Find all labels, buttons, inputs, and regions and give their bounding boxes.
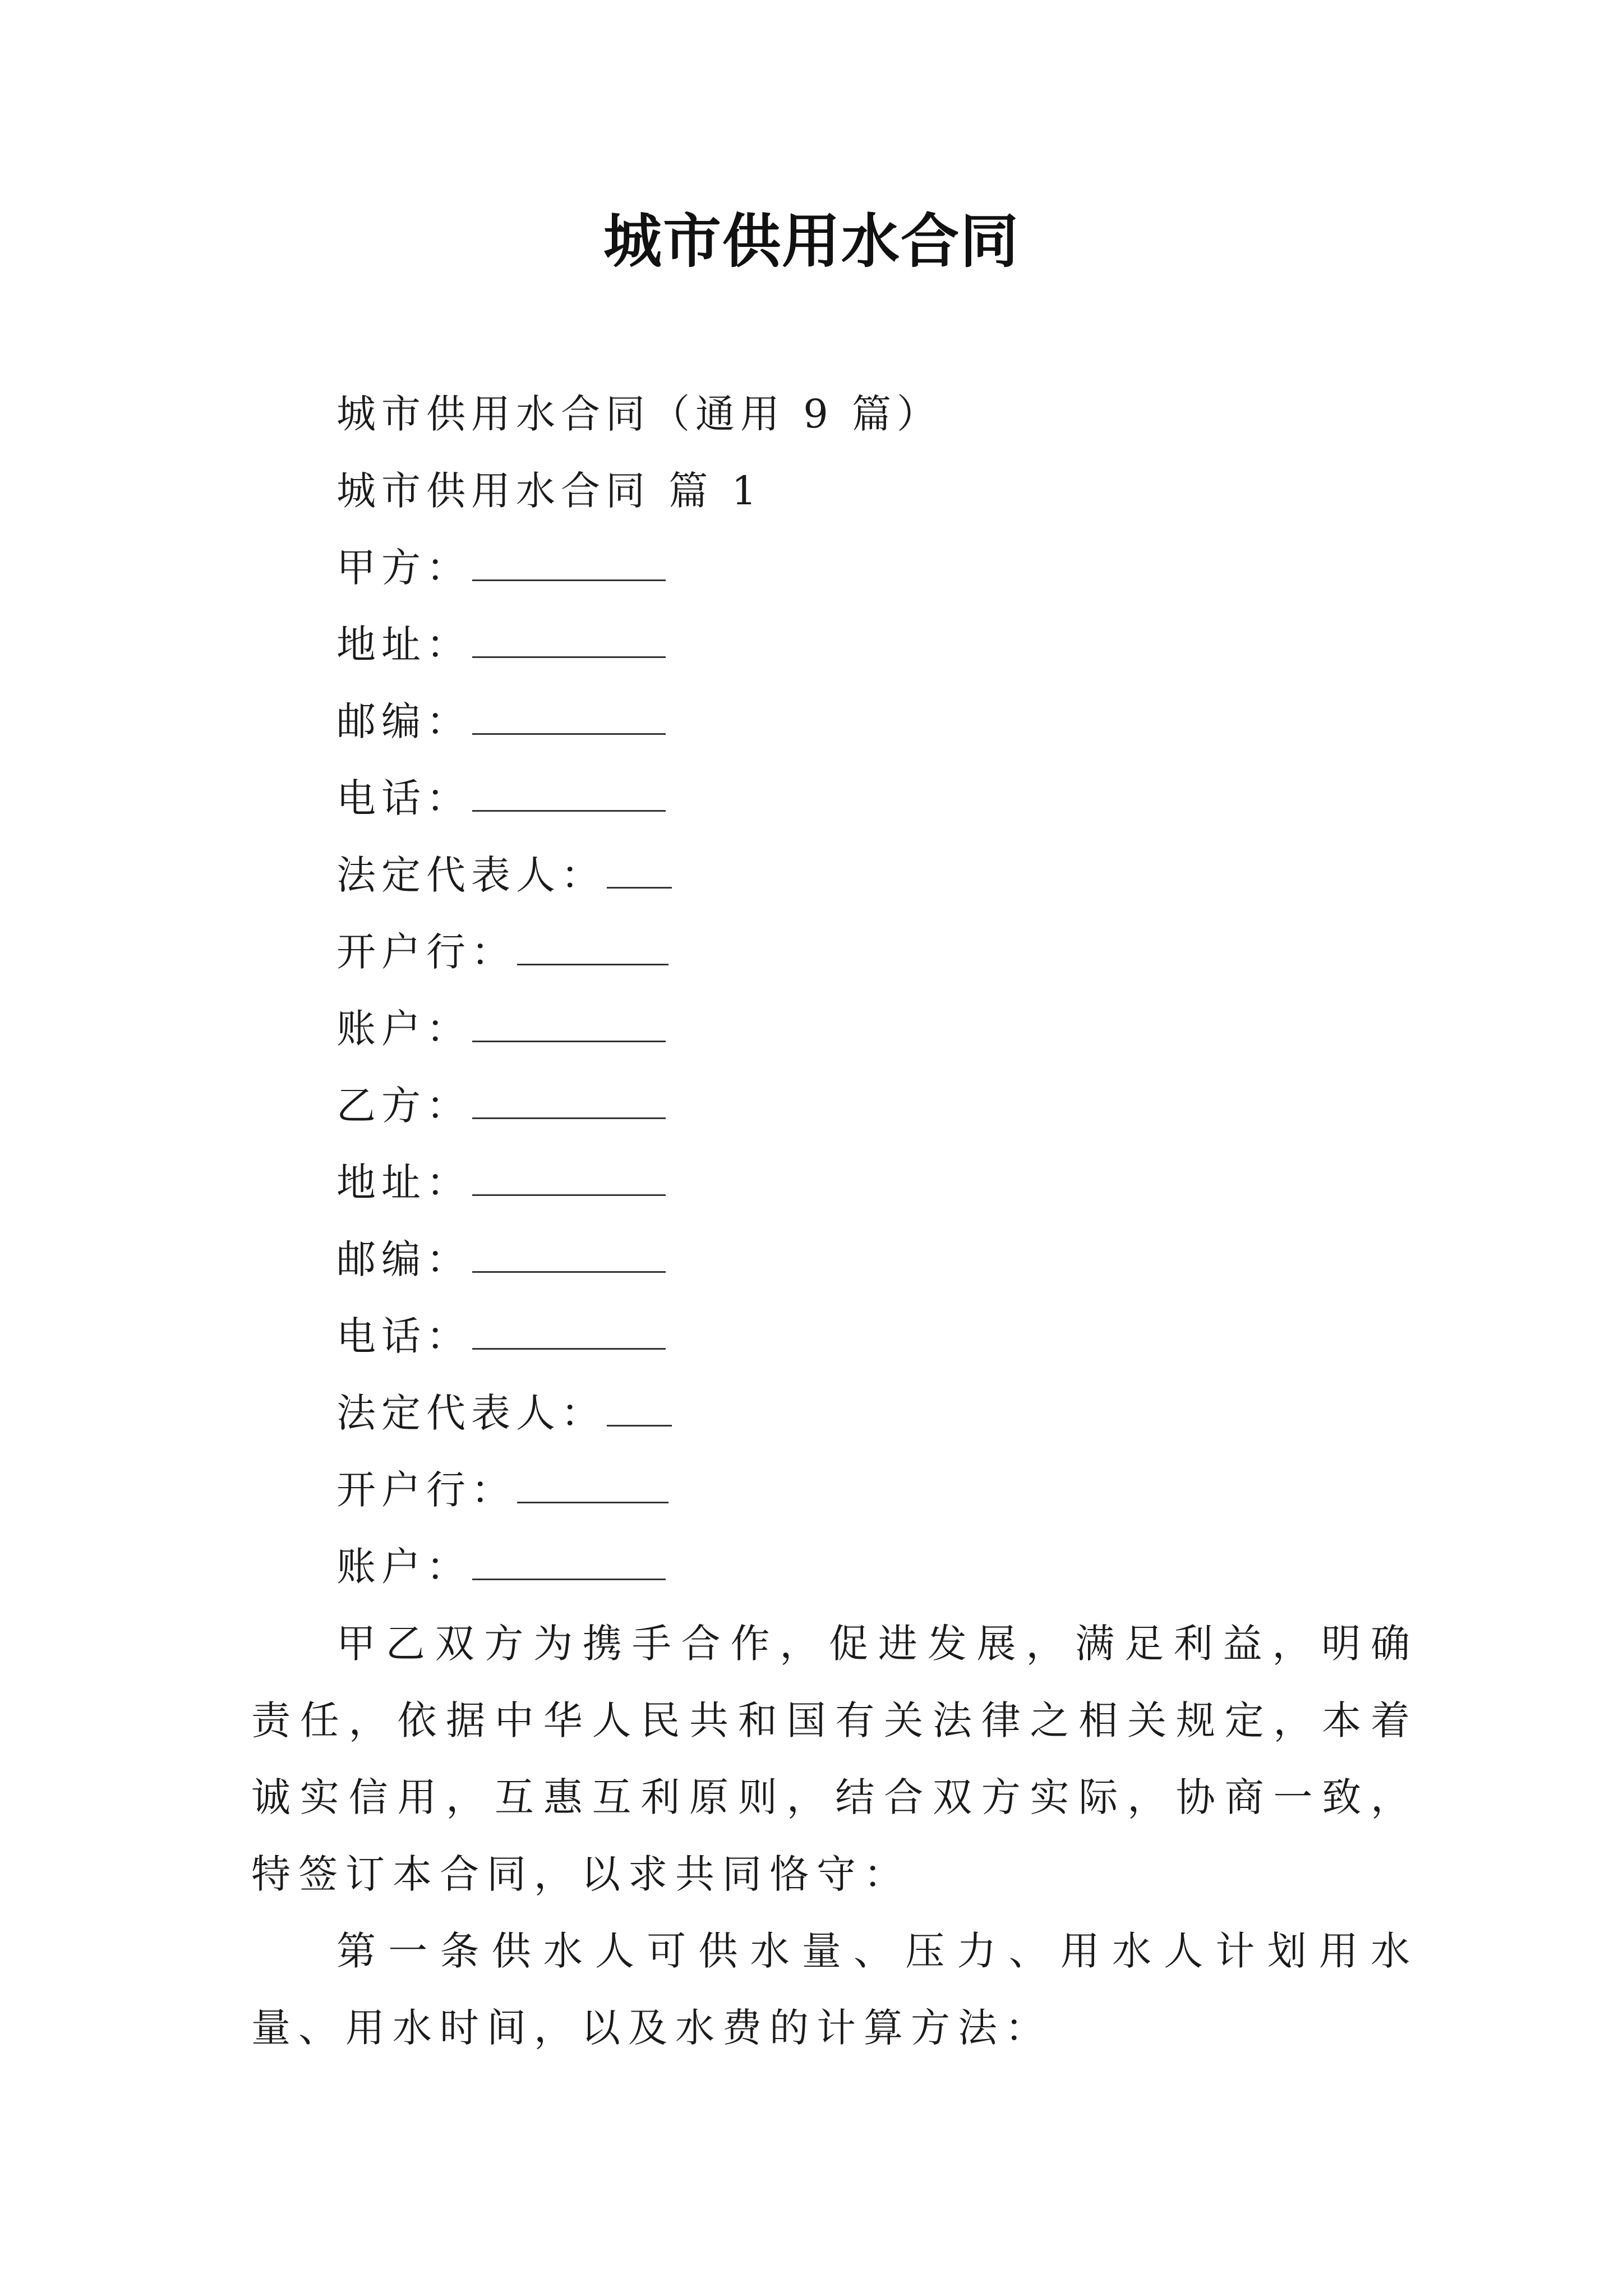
party-a-phone-blank bbox=[472, 777, 666, 812]
party-b-bank-label: 开户行： bbox=[336, 1467, 516, 1513]
party-b-address-blank bbox=[472, 1162, 666, 1196]
party-a-phone-label: 电话： bbox=[336, 775, 471, 821]
party-b-legal-rep-label: 法定代表人： bbox=[336, 1390, 606, 1436]
party-a-account-blank bbox=[472, 1008, 666, 1042]
party-b-account-row bbox=[251, 1529, 1418, 1605]
party-a-postcode-row bbox=[251, 683, 1418, 760]
document-title: 城市供用水合同 bbox=[603, 207, 1020, 275]
party-b-postcode-blank bbox=[472, 1239, 666, 1273]
party-a-account-label: 账户： bbox=[336, 1006, 471, 1052]
party-a-name-label: 甲方： bbox=[336, 545, 471, 591]
party-b-legal-rep-blank bbox=[607, 1392, 672, 1427]
party-a-bank-blank bbox=[517, 931, 668, 965]
party-b-bank-blank bbox=[517, 1469, 668, 1503]
party-b-legal-rep-row bbox=[251, 1375, 1418, 1452]
party-b-postcode-row bbox=[251, 1221, 1418, 1298]
party-a-address-label: 地址： bbox=[336, 622, 471, 668]
party-b-bank-row bbox=[251, 1452, 1418, 1529]
party-b-phone-blank bbox=[472, 1315, 666, 1350]
party-a-legal-rep-row bbox=[251, 837, 1418, 914]
party-b-phone-label: 电话： bbox=[336, 1313, 471, 1359]
section-heading: 城市供用水合同 篇 1 bbox=[336, 468, 763, 514]
party-a-postcode-blank bbox=[472, 701, 666, 735]
document-subtitle: 城市供用水合同（通用 9 篇） bbox=[336, 391, 942, 437]
preamble-paragraph: 甲乙双方为携手合作，促进发展，满足利益，明确责任，依据中华人民共和国有关法律之相关规定，本着诚实信用，互惠互利原则，结合双方实际，协商一致，特签订本合同，以求共同恪守： bbox=[251, 1621, 1418, 1897]
party-b-name-row bbox=[251, 1068, 1418, 1144]
party-a-address-row bbox=[251, 606, 1418, 683]
party-a-name-blank bbox=[472, 547, 666, 581]
party-a-bank-label: 开户行： bbox=[336, 929, 516, 975]
party-a-postcode-label: 邮编： bbox=[336, 698, 471, 744]
party-b-name-blank bbox=[472, 1085, 666, 1119]
party-a-legal-rep-blank bbox=[607, 854, 672, 889]
party-b-postcode-label: 邮编： bbox=[336, 1236, 471, 1282]
party-a-bank-row bbox=[251, 914, 1418, 991]
party-b-account-label: 账户： bbox=[336, 1544, 471, 1590]
party-a-name-row bbox=[251, 530, 1418, 606]
document-body bbox=[251, 376, 1418, 2067]
party-b-name-label: 乙方： bbox=[336, 1083, 471, 1129]
party-a-legal-rep-label: 法定代表人： bbox=[336, 852, 606, 898]
party-b-address-row bbox=[251, 1144, 1418, 1221]
party-b-address-label: 地址： bbox=[336, 1159, 471, 1205]
party-b-account-blank bbox=[472, 1546, 666, 1580]
article-1-paragraph: 第一条供水人可供水量、压力、用水人计划用水量、用水时间，以及水费的计算方法： bbox=[251, 1928, 1418, 2051]
party-b-phone-row bbox=[251, 1298, 1418, 1375]
party-a-account-row bbox=[251, 991, 1418, 1068]
party-a-address-blank bbox=[472, 624, 666, 658]
party-a-phone-row bbox=[251, 760, 1418, 837]
